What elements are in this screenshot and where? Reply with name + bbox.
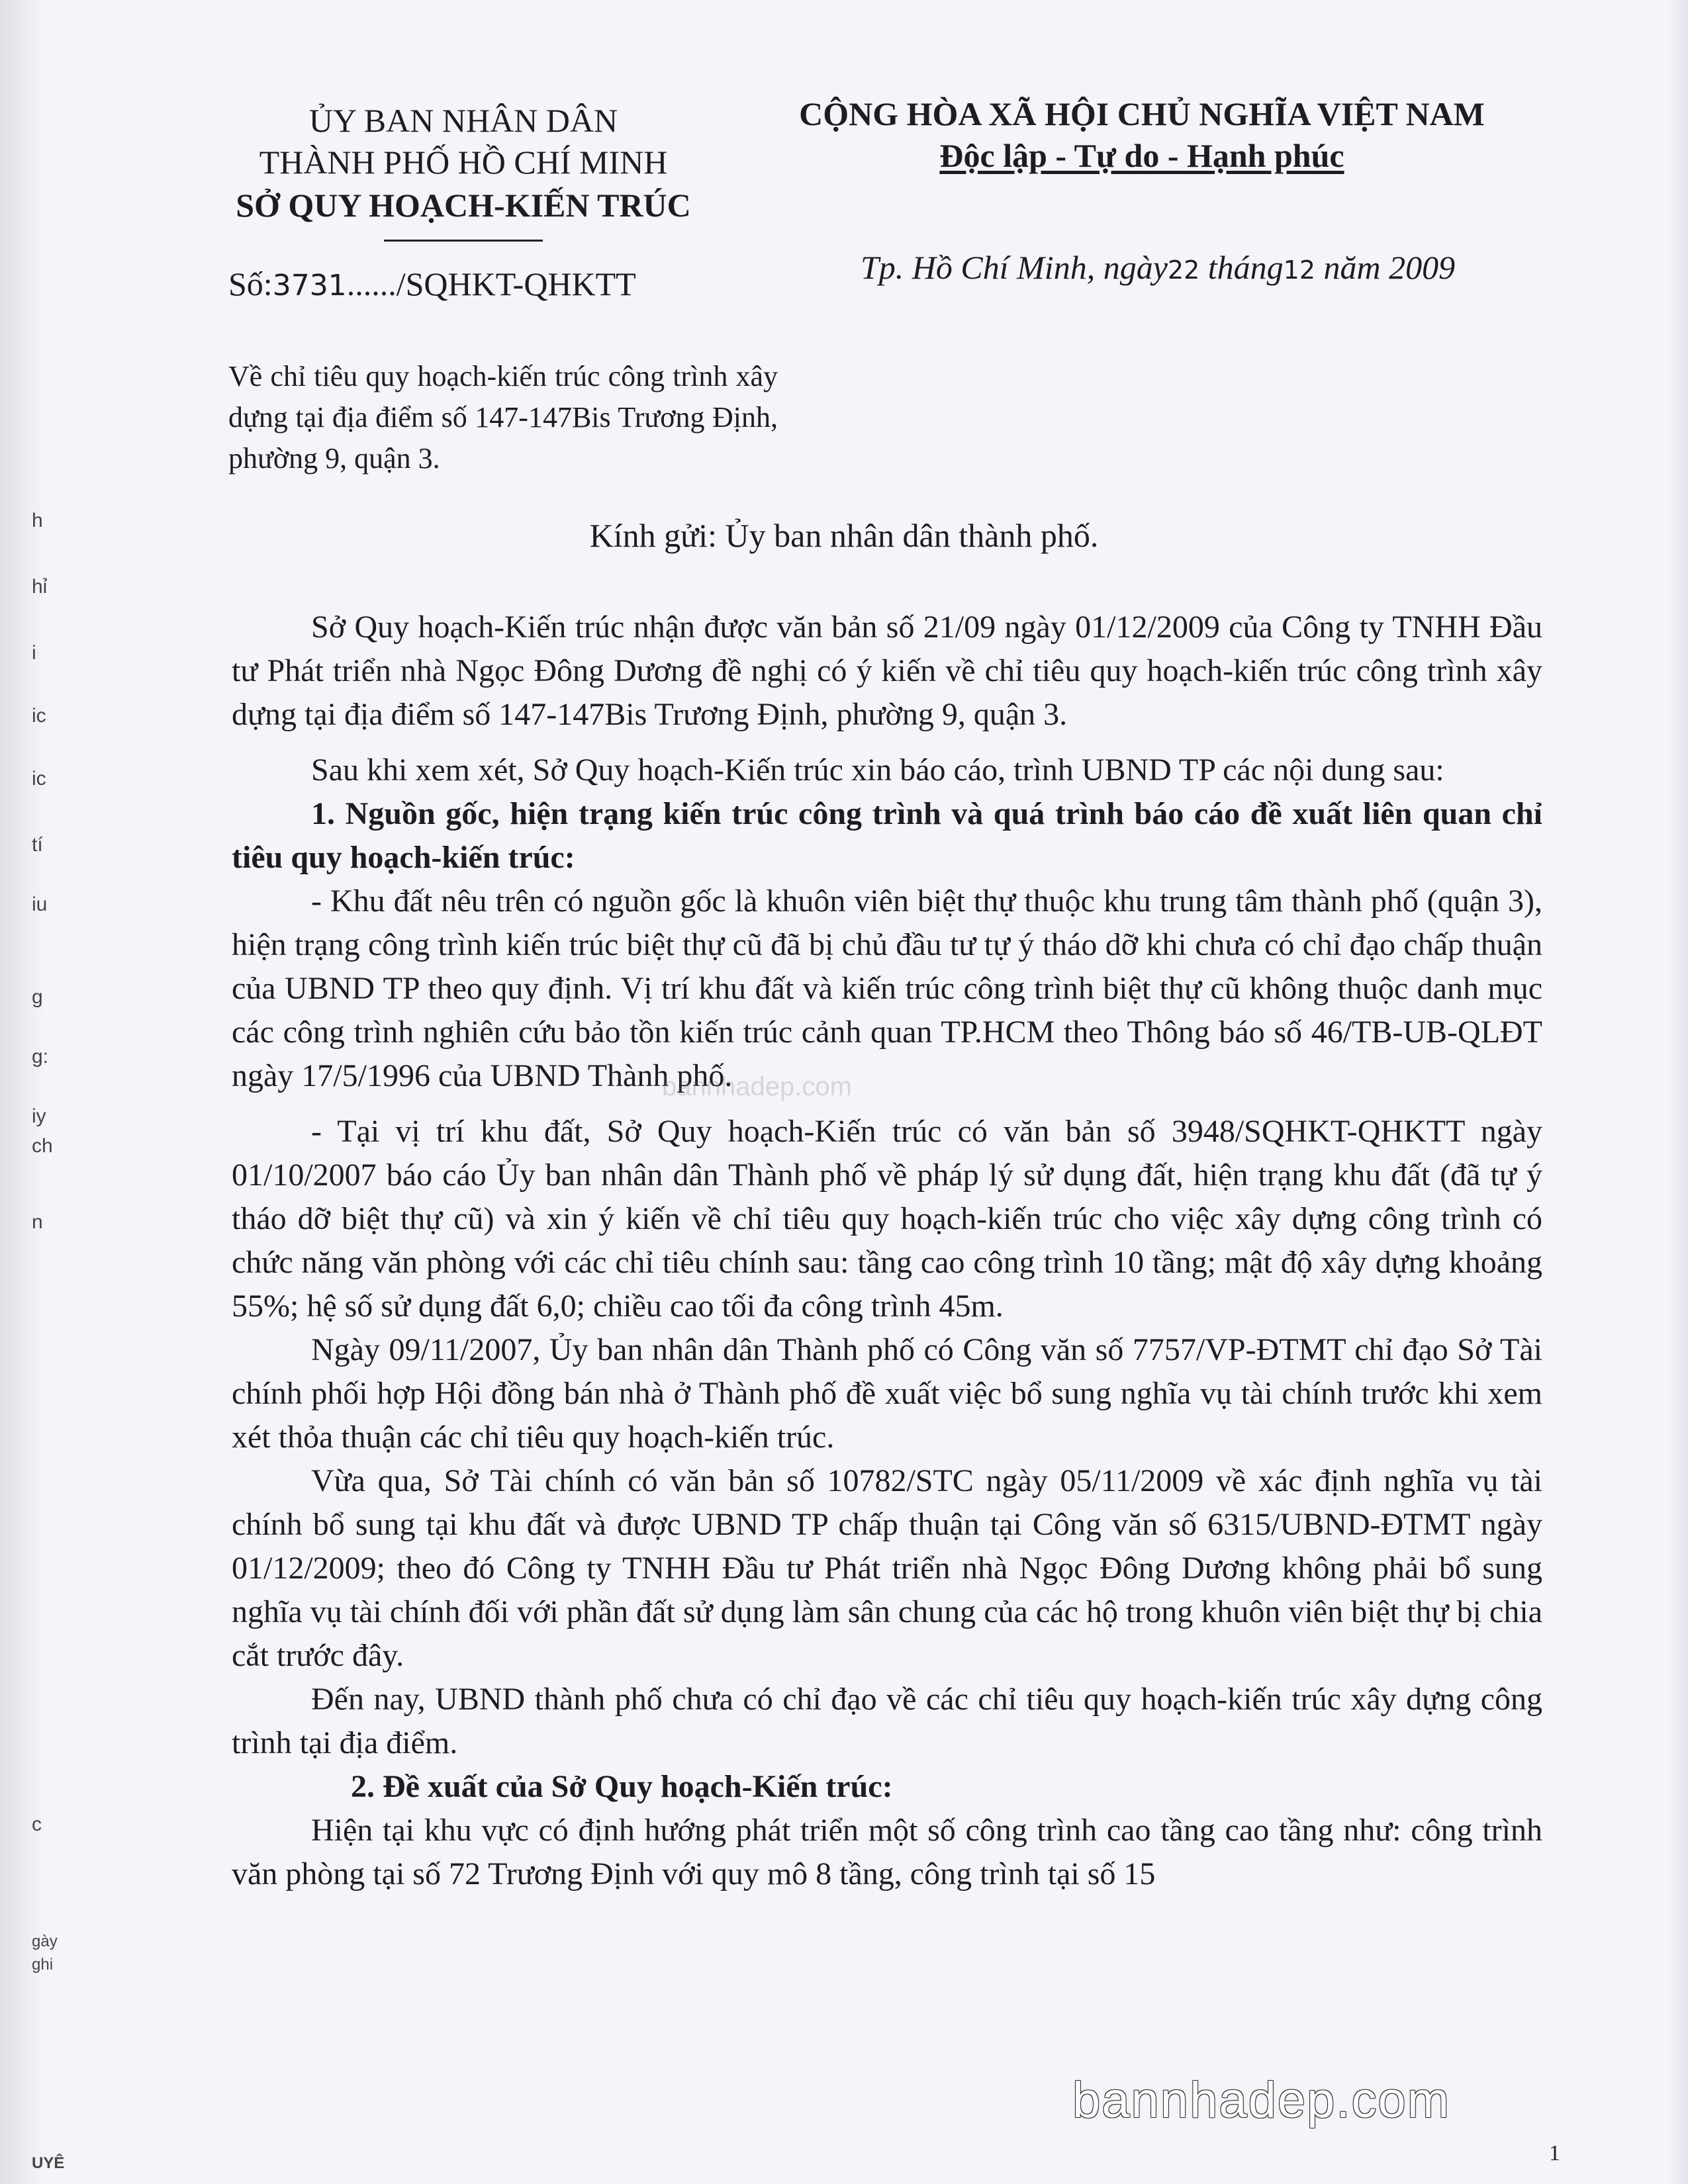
paragraph: - Khu đất nêu trên có nguồn gốc là khuôn viên biệt thự thuộc khu trung tâm thành phố (quận 3), hiện trạng công trình kiến trúc biệt thự cũ đã bị chủ đầu tư tự ý tháo dỡ khi chưa có chỉ đạo chấp thuận của UBND TP theo quy định. Vị trí khu đất và kiến trúc công trình biệt thự cũ không thuộc danh mục các công trình nghiên cứu bảo tồn kiến trúc cảnh quan TP.HCM theo Thông báo số 46/TB-UB-QLĐT ngày 17/5/1996 của UBND Thành phố. — [232, 884, 1542, 1093]
document-date — [861, 248, 1455, 287]
paragraph: Sở Quy hoạch-Kiến trúc nhận được văn bản số 21/09 ngày 01/12/2009 của Công ty TNHH Đầu tư Phát triển nhà Ngọc Đông Dương đề nghị có ý kiến về chỉ tiêu quy hoạch-kiến trúc công trình xây dựng tại địa điểm số 147-147Bis Trương Định, phường 9, quận 3. — [232, 610, 1542, 732]
page-number: 1 — [1549, 2141, 1560, 2165]
margin-fragment: ghi — [32, 1956, 54, 1974]
margin-fragment: i — [32, 642, 36, 664]
document-number — [228, 265, 636, 303]
issuer-line-2: THÀNH PHỐ HỒ CHÍ MINH — [259, 144, 668, 181]
margin-fragment: c — [32, 1813, 42, 1835]
watermark-large: bannhadep.com — [1072, 2072, 1451, 2128]
margin-fragment: g: — [32, 1046, 49, 1068]
paragraph: Đến nay, UBND thành phố chưa có chỉ đạo về các chỉ tiêu quy hoạch-kiến trúc xây dựng công trình tại địa điểm. — [232, 1682, 1542, 1760]
doc-number-suffix: ....../SQHKT-QHKTT — [346, 265, 636, 302]
issuer-line-1: ỦY BAN NHÂN DÂN — [308, 102, 618, 139]
margin-fragment: ic — [32, 705, 46, 727]
margin-fragment: h — [32, 510, 43, 531]
date-month-label: tháng — [1207, 249, 1284, 286]
issuer-header — [192, 99, 735, 242]
paragraph: Ngày 09/11/2007, Ủy ban nhân dân Thành phố có Công văn số 7757/VP-ĐTMT chỉ đạo Sở Tài chính phối hợp Hội đồng bán nhà ở Thành phố đề xuất việc bổ sung nghĩa vụ tài chính trước khi xem xét thỏa thuận các chỉ tiêu quy hoạch-kiến trúc. — [232, 1332, 1542, 1455]
date-prefix: Tp. Hồ Chí Minh, ngày — [861, 249, 1168, 286]
issuer-divider — [384, 240, 543, 242]
section-heading-1: 1. Nguồn gốc, hiện trạng kiến trúc công trình và quá trình báo cáo đề xuất liên quan chỉ tiêu quy hoạch-kiến trúc: — [232, 796, 1542, 875]
document-body — [232, 606, 1542, 1896]
date-day: 22 — [1167, 255, 1200, 285]
date-month: 12 — [1283, 255, 1316, 285]
margin-fragment: gày — [32, 1933, 58, 1950]
margin-fragment: ch — [32, 1135, 53, 1157]
national-title: CỘNG HÒA XÃ HỘI CHỦ NGHĨA VIỆT NAM — [799, 95, 1485, 132]
document-subject: Về chỉ tiêu quy hoạch-kiến trúc công trình xây dựng tại địa điểm số 147-147Bis Trương Định, phường 9, quận 3. — [228, 360, 778, 475]
margin-fragment: ic — [32, 768, 46, 790]
paragraph: Vừa qua, Sở Tài chính có văn bản số 10782/STC ngày 05/11/2009 về xác định nghĩa vụ tài chính bổ sung tại khu đất và được UBND TP chấp thuận tại Công văn số 6315/UBND-ĐTMT ngày 01/12/2009; theo đó Công ty TNHH Đầu tư Phát triển nhà Ngọc Đông Dương không phải bổ sung nghĩa vụ tài chính đối với phần đất sử dụng làm sân chung của các hộ trong khuôn viên biệt thự bị chia cắt trước đây. — [232, 1463, 1542, 1673]
paragraph: Sau khi xem xét, Sở Quy hoạch-Kiến trúc xin báo cáo, trình UBND TP các nội dung sau: — [311, 752, 1444, 788]
national-header — [761, 93, 1523, 176]
scan-right-edge — [1668, 0, 1688, 2184]
margin-fragment: UYÊ — [32, 2154, 65, 2172]
doc-number-prefix: Số: — [228, 265, 273, 302]
margin-fragment: g — [32, 986, 43, 1008]
section-heading-2: 2. Đề xuất của Sở Quy hoạch-Kiến trúc: — [351, 1769, 893, 1804]
recipient-line: Kính gửi: Ủy ban nhân dân thành phố. — [589, 517, 1099, 554]
margin-fragment: iu — [32, 893, 48, 915]
doc-number-handwritten: 3731 — [272, 269, 347, 302]
national-motto: Độc lập - Tự do - Hạnh phúc — [939, 137, 1344, 174]
margin-fragment: iy — [32, 1105, 46, 1127]
paragraph: - Tại vị trí khu đất, Sở Quy hoạch-Kiến trúc có văn bản số 3948/SQHKT-QHKTT ngày 01/10/2007 báo cáo Ủy ban nhân dân Thành phố về pháp lý sử dụng đất, hiện trạng khu đất (đã tự ý tháo dỡ biệt thự cũ) và xin ý kiến về chỉ tiêu quy hoạch-kiến trúc cho việc xây dựng công trình có chức năng văn phòng với các chỉ tiêu chính sau: tầng cao công trình 10 tầng; mật độ xây dựng khoảng 55%; hệ số sử dụng đất 6,0; chiều cao tối đa công trình 45m. — [232, 1114, 1542, 1324]
date-year: năm 2009 — [1323, 249, 1456, 286]
paragraph: Hiện tại khu vực có định hướng phát triển một số công trình cao tầng cao tầng như: công trình văn phòng tại số 72 Trương Định với quy mô 8 tầng, công trình tại số 15 — [232, 1813, 1542, 1891]
margin-fragment: hỉ — [32, 576, 48, 598]
margin-fragment: n — [32, 1211, 43, 1233]
issuer-line-3: SỞ QUY HOẠCH-KIẾN TRÚC — [236, 187, 691, 224]
watermark-faint: bannhadep.com — [662, 1072, 852, 1101]
margin-fragment: tí — [32, 834, 43, 856]
